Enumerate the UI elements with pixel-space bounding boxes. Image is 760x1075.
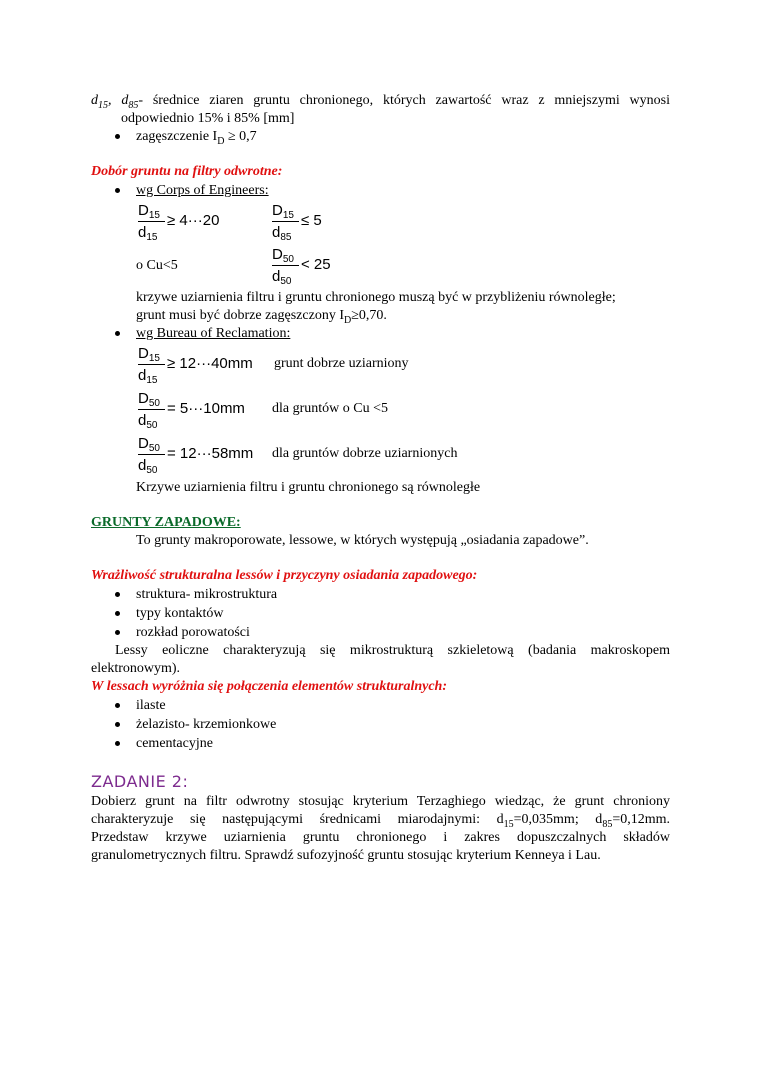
bullet-icon xyxy=(115,331,120,336)
formula-numerator: D xyxy=(272,246,283,263)
bullet-icon xyxy=(115,630,120,635)
bullet-icon xyxy=(115,611,120,616)
list-item: typy kontaktów xyxy=(136,606,224,621)
bullet-icon xyxy=(115,134,120,139)
d15-value: =0,035mm; d xyxy=(513,812,603,827)
corps-note-2-text: grunt musi być dobrze zagęszczony I xyxy=(136,308,344,323)
d15-symbol: d xyxy=(91,93,98,108)
formula-numerator: D xyxy=(138,390,149,407)
formula-denominator: d xyxy=(138,367,147,384)
dobor-heading: Dobór gruntu na filtry odwrotne: xyxy=(91,164,283,179)
formula-rhs: = 5···10mm xyxy=(167,400,245,417)
bureau-desc-3: dla gruntów dobrze uziarnionych xyxy=(272,446,458,461)
formula-denominator-sub: 85 xyxy=(280,232,292,243)
zapadowe-text: To grunty makroporowate, lessowe, w których występują „osiadania zapadowe”. xyxy=(136,533,589,548)
formula-numerator: D xyxy=(272,202,283,219)
polaczenia-heading: W lessach wyróżnia się połączenia elementów strukturalnych: xyxy=(91,679,447,694)
compaction-label: zagęszczenie I xyxy=(136,129,218,144)
formula-denominator-sub: 50 xyxy=(146,465,158,476)
zadanie-heading: ZADANIE 2: xyxy=(91,772,189,791)
corps-note-1: krzywe uziarnienia filtru i gruntu chronionego muszą być w przybliżeniu równoległe; xyxy=(136,290,616,305)
bullet-icon xyxy=(115,188,120,193)
bullet-icon xyxy=(115,741,120,746)
list-item: ilaste xyxy=(136,698,166,713)
corps-label: wg Corps of Engineers: xyxy=(136,183,269,198)
zadanie-line-1: Dobierz grunt na filtr odwrotny stosując kryterium Terzaghiego wiedząc, że grunt chroniony xyxy=(91,794,670,809)
compaction-item xyxy=(136,128,257,151)
list-item: struktura- mikrostruktura xyxy=(136,587,278,602)
formula-rhs: ≤ 5 xyxy=(301,212,322,229)
list-item: żelazisto- krzemionkowe xyxy=(136,717,277,732)
compaction-value: ≥ 0,7 xyxy=(224,129,257,144)
formula-numerator-sub: 15 xyxy=(148,353,160,364)
corps-note-2-value: ≥0,70. xyxy=(351,308,387,323)
corps-condition: o Cu<5 xyxy=(136,258,178,273)
lessy-paragraph-1: Lessy eoliczne charakteryzują się mikrostrukturą szkieletową (badania makroskopem xyxy=(115,643,670,658)
bureau-desc-2: dla gruntów o Cu <5 xyxy=(272,401,388,416)
bullet-icon xyxy=(115,722,120,727)
formula-denominator: d xyxy=(138,457,147,474)
formula-numerator: D xyxy=(138,435,149,452)
bureau-note: Krzywe uziarnienia filtru i gruntu chronionego są równoległe xyxy=(136,480,481,495)
bullet-icon xyxy=(115,592,120,597)
formula-rhs: ≥ 4···20 xyxy=(167,212,220,229)
compaction-subscript: D xyxy=(217,135,225,147)
formula-denominator: d xyxy=(272,224,281,241)
formula-denominator: d xyxy=(138,412,147,429)
d85-symbol: , d xyxy=(108,93,129,108)
list-item: rozkład porowatości xyxy=(136,625,250,640)
d85-subscript: 85 xyxy=(128,99,139,111)
formula-numerator-sub: 15 xyxy=(148,210,160,221)
formula-rhs: = 12···58mm xyxy=(167,445,254,462)
lessy-paragraph-2: elektronowym). xyxy=(91,661,181,676)
formula-numerator: D xyxy=(138,345,149,362)
bureau-label: wg Bureau of Reclamation: xyxy=(136,326,291,341)
d85-value: =0,12mm. xyxy=(612,812,670,827)
zadanie-line-2-text: charakteryzuje się następującymi średnicami miarodajnymi: d xyxy=(91,812,504,827)
bureau-desc-1: grunt dobrze uziarniony xyxy=(274,356,409,371)
formula-denominator: d xyxy=(272,268,281,285)
wrazliwosc-heading: Wrażliwość strukturalna lessów i przyczyny osiadania zapadowego: xyxy=(91,568,478,583)
formula-numerator-sub: 50 xyxy=(148,398,160,409)
intro-line-2: odpowiednio 15% i 85% [mm] xyxy=(121,111,295,126)
formula-numerator-sub: 50 xyxy=(282,254,294,265)
intro-definition: - średnice ziaren gruntu chronionego, których zawartość wraz z mniejszymi wynosi xyxy=(138,93,670,108)
formula-numerator-sub: 15 xyxy=(282,210,294,221)
formula-denominator-sub: 15 xyxy=(146,375,158,386)
formula-denominator-sub: 15 xyxy=(146,232,158,243)
d15-subscript: 15 xyxy=(503,818,514,830)
list-item: cementacyjne xyxy=(136,736,213,751)
bullet-icon xyxy=(115,703,120,708)
zapadowe-heading: GRUNTY ZAPADOWE: xyxy=(91,515,241,530)
formula-denominator-sub: 50 xyxy=(146,420,158,431)
zadanie-line-3: Przedstaw krzywe uziarnienia gruntu chronionego i zakres dopuszczalnych składów xyxy=(91,830,670,845)
formula-denominator: d xyxy=(138,224,147,241)
formula-numerator: D xyxy=(138,202,149,219)
corps-note-2-sub: D xyxy=(343,314,352,326)
zadanie-line-4: granulometrycznych filtru. Sprawdź sufozyjność gruntu stosując kryterium Kenneya i Lau. xyxy=(91,848,601,863)
formula-rhs: < 25 xyxy=(301,256,331,273)
d15-subscript: 15 xyxy=(98,99,108,111)
formula-denominator-sub: 50 xyxy=(280,276,292,287)
formula-numerator-sub: 50 xyxy=(148,443,160,454)
d85-subscript: 85 xyxy=(602,818,613,830)
formula-rhs: ≥ 12···40mm xyxy=(167,355,253,372)
